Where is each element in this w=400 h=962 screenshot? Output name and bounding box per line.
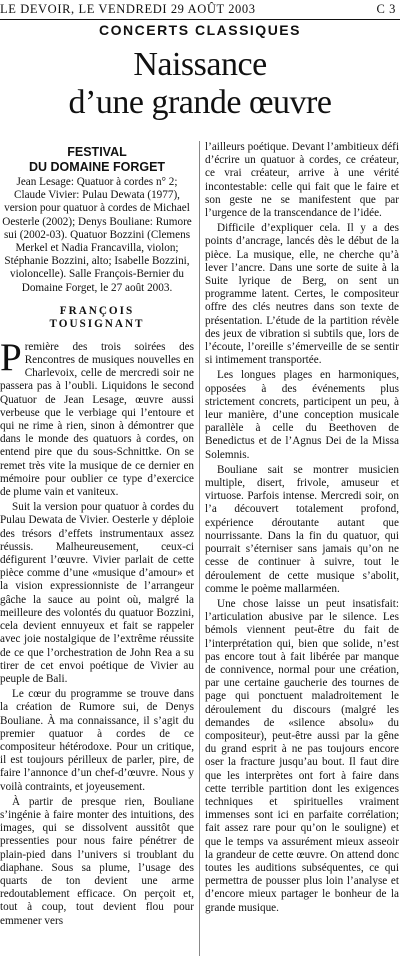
paragraph: Le cœur du programme se trouve dans la création de Rumore sui, de Denys Bouliane. À ma connaissance, il s’agit du premier quatuor à cordes de ce compositeur hétérodoxe. Pour un critique, il est toujours périlleux de parler, pire, de faire l’annonce d’un chef-d’œuvre. Nous y voilà contraints, et joyeusement. (0, 688, 194, 793)
paragraph: l’ailleurs poétique. Devant l’ambitieux défi d’écrire un quatuor à cordes, ce créateur, ce vrai créateur, arrive à une vérité incontestable: celle qui fait que le faire et son geste ne se manifestent que par l’urgence de la transcendance de l’idée. (205, 141, 399, 220)
paragraph: Difficile d’expliquer cela. Il y a des points d’ancrage, lancés dès le début de la pièce. La musique, elle, ne cherche qu’à lever l’ancre. Dans une sorte de suite à la Suite lyrique de Berg, on sent un programme latent. Certes, le compositeur offre des clés neutres dans son texte de présentation. L’étude de la partition révèle des jeux de vibration si subtils que, lors de l’écoute, l’oreille s’émerveille de se sentir si intimement transportée. (205, 222, 399, 367)
box-title-line-2: DU DOMAINE FORGET (28, 159, 166, 174)
concert-box-title (0, 145, 194, 174)
paragraph: Les longues plages en harmoniques, opposées à des événements plus strictement concrets, participent un peu, à leur manière, d’une conception musicale parallèle à celle du Beethoven de Benedictus et de l’Agnus Dei de la Missa Solemnis. (205, 369, 399, 461)
page-number: C 3 (376, 2, 396, 16)
paragraph (0, 335, 194, 499)
paragraph: Bouliane sait se montrer musicien multiple, disert, frivole, amuseur et virtuose. Parfois intense. Mercredi soir, on l’a découvert totalement profond, expérience déroutante autant que nourrissante. Dans la fin du quatuor, qui pourrait s’éterniser sans jamais qu’on ne cesse de continuer à suivre, tout le déroulement de cette musique s’abolit, comme le poème mallarméen. (205, 463, 399, 595)
paragraph-text: remière des trois soirées des Rencontres de musiques nouvelles en Charlevoix, celle de mercredi soir ne passera pas à l’oubli. Liquidons le second Quatuor de Jean Lesage, œuvre aussi verbeuse que le verbiage qui l’entoure et qui ne rime à rien, sinon à démontrer que dans le monde des quatuors à cordes, on entend pire que du sous-Schnittke. On se remet très vite la musique de ce dernier en mémoire pour oublier ce type d’exercice de plume vain et vaniteux. (0, 340, 194, 499)
concert-info: Jean Lesage: Quatuor à cordes n° 2; Claude Vivier: Pulau Dewata (1977), version pour quatuor à cordes de Michael Oesterle (2002); Denys Bouliane: Rumore sui (2002-03). Quatuor Bozzini (Clemens Merkel et Nadia Francavilla, violon; Stéphanie Bozzini, alto; Isabelle Bozzini, violoncelle). Salle François-Bernier du Domaine Forget, le 27 août 2003. (2, 176, 192, 294)
section-rubric: CONCERTS CLASSIQUES (99, 22, 301, 38)
byline-first-name: FRANÇOIS (59, 304, 135, 317)
column-divider (199, 141, 200, 956)
masthead (0, 2, 400, 16)
paragraph: Suit la version pour quatuor à cordes du Pulau Dewata de Vivier. Oesterle y déploie des trésors d’effets instrumentaux assez réussis. Malheureusement, ceux-ci défigurent l’œuvre. Vivier parlait de cette pièce comme d’une «musique d’amour» et la vision expressionniste de l’arrangeur gâche la sauce au point où, malgré la meilleure des volontés du quatuor Bozzini, cela devient ennuyeux et fait se rappeler avec joie nostalgique de l’extrême réussite de ce que l’orchestration de John Rea a su tirer de cet envoi poétique de Vivier au peuple de Bali. (0, 501, 194, 685)
byline-last-name: TOUSIGNANT (49, 317, 145, 330)
headline (0, 46, 400, 122)
header-rule (0, 19, 400, 20)
paragraph: Une chose laisse un peut insatisfait: l’articulation abusive par le silence. Les bémols viennent peut-être du fait de l’interprétation qui, bien que solide, n’est pas encore tout à fait libérée par manque de connivence, normal pour une création, par une certaine gaucherie des tournes de page qui ponctuent maladroitement le déroulement du discours (malgré les demandes de «silence absolu» du compositeur), peut-être aussi par la gêne du grand esprit à ne pas toujours encore oser la fracture jusqu’au bout. Il faut dire que les interprètes ont fort à faire dans cette terrible partition dont les exigences techniques et spirituelles vraiment immenses sont ici en parfaite corrélation; fait assez rare pour qu’on le souligne) et que le temps va assurément mieux asseoir la grandeur de cette œuvre. On attend donc toutes les auditions subséquentes, ce qui permettra de pousser plus loin l’analyse et d’encore mieux partager le bonheur de la grande musique. (205, 597, 399, 914)
box-title-line-1: FESTIVAL (67, 145, 127, 159)
paragraph: À partir de presque rien, Bouliane s’ingénie à faire monter des intuitions, des images, qui se dissolvent aussitôt que pressenties pour nous faire pénétrer de plain-pied dans l’univers si troublant du diaphane. Sous sa plume, l’usage des quarts de ton devient une arme redoutablement efficace. On perçoit et, tout à coup, tout devient flou pour emmener vers (0, 795, 194, 927)
headline-line-2: d’une grande œuvre (68, 84, 332, 121)
drop-cap: P (0, 335, 22, 379)
column-right (205, 141, 399, 917)
headline-line-1: Naissance (133, 46, 267, 83)
column-left (0, 145, 194, 930)
byline (0, 305, 194, 331)
masthead-date: LE DEVOIR, LE VENDREDI 29 AOÛT 2003 (0, 2, 256, 16)
